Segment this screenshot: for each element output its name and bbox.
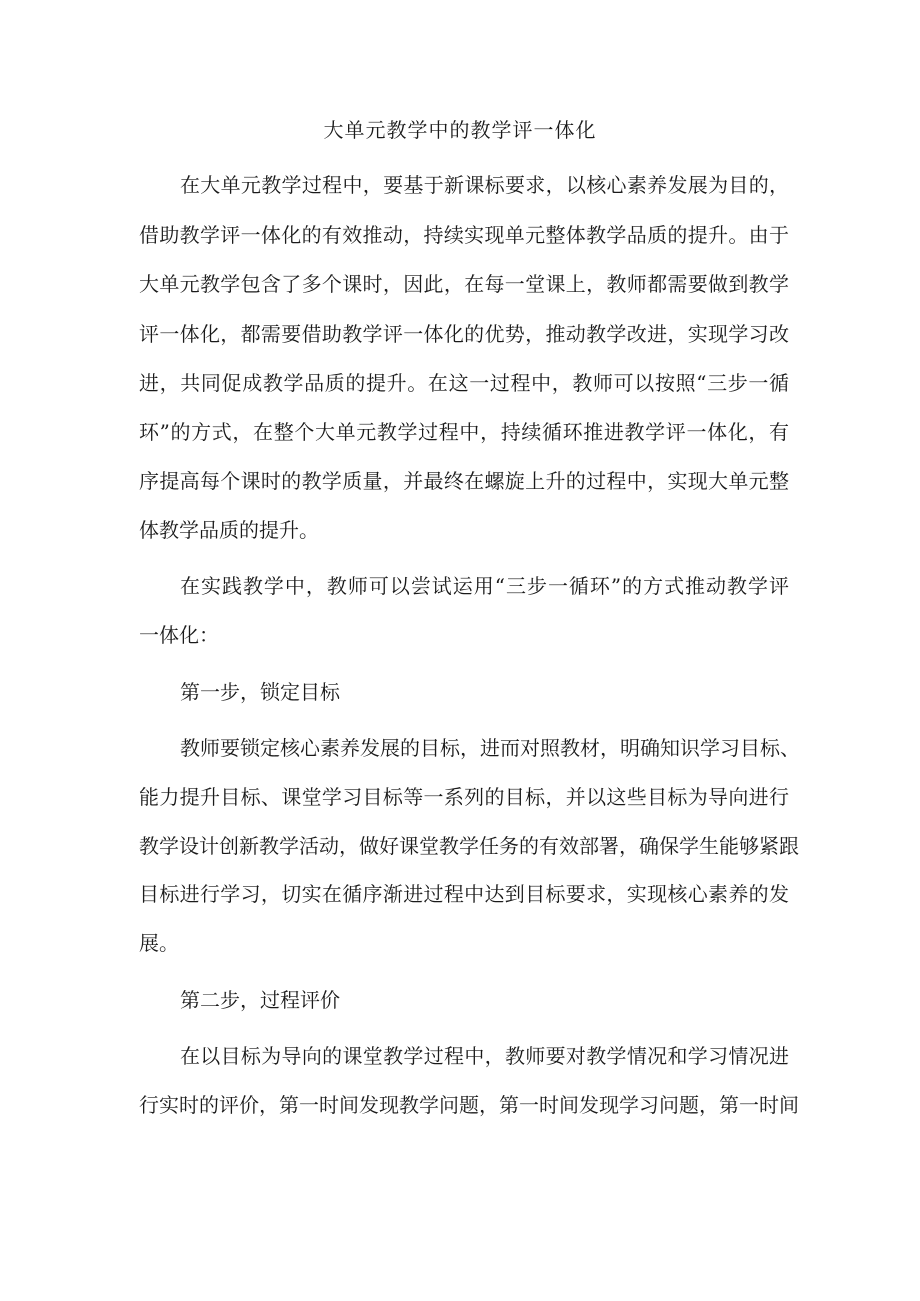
paragraph-line: 进，共同促成教学品质的提升。在这一过程中，教师可以按照“三步一循 bbox=[139, 371, 789, 395]
paragraph-line: 能力提升目标、课堂学习目标等一系列的目标，并以这些目标为导向进行 bbox=[139, 785, 789, 809]
paragraph-line: 评一体化，都需要借助教学评一体化的优势，推动教学改进，实现学习改 bbox=[139, 322, 789, 346]
paragraph-line: 展。 bbox=[139, 931, 179, 955]
paragraph-line: 借助教学评一体化的有效推动，持续实现单元整体教学品质的提升。由于 bbox=[139, 223, 789, 247]
paragraph-line: 在大单元教学过程中，要基于新课标要求，以核心素养发展为目的， bbox=[180, 173, 789, 197]
section-heading: 第二步，过程评价 bbox=[180, 988, 340, 1012]
paragraph-line: 环”的方式，在整个大单元教学过程中，持续循环推进教学评一体化，有 bbox=[139, 420, 789, 444]
document-title: 大单元教学中的教学评一体化 bbox=[323, 118, 597, 142]
paragraph-line: 行实时的评价，第一时间发现教学问题，第一时间发现学习问题，第一时间 bbox=[139, 1093, 799, 1117]
paragraph-line: 一体化： bbox=[139, 623, 219, 647]
paragraph-line: 在以目标为导向的课堂教学过程中，教师要对教学情况和学习情况进 bbox=[180, 1044, 789, 1068]
section-heading: 第一步，锁定目标 bbox=[180, 680, 340, 704]
paragraph-line: 大单元教学包含了多个课时，因此，在每一堂课上，教师都需要做到教学 bbox=[139, 272, 789, 296]
paragraph-line: 教学设计创新教学活动，做好课堂教学任务的有效部署，确保学生能够紧跟 bbox=[139, 834, 799, 858]
paragraph-line: 序提高每个课时的教学质量，并最终在螺旋上升的过程中，实现大单元整 bbox=[139, 469, 789, 493]
paragraph-line: 教师要锁定核心素养发展的目标，进而对照教材，明确知识学习目标、 bbox=[180, 736, 800, 760]
paragraph-line: 在实践教学中，教师可以尝试运用“三步一循环”的方式推动教学评 bbox=[180, 574, 789, 598]
paragraph-line: 目标进行学习，切实在循序渐进过程中达到目标要求，实现核心素养的发 bbox=[139, 882, 789, 906]
paragraph-line: 体教学品质的提升。 bbox=[139, 518, 319, 542]
